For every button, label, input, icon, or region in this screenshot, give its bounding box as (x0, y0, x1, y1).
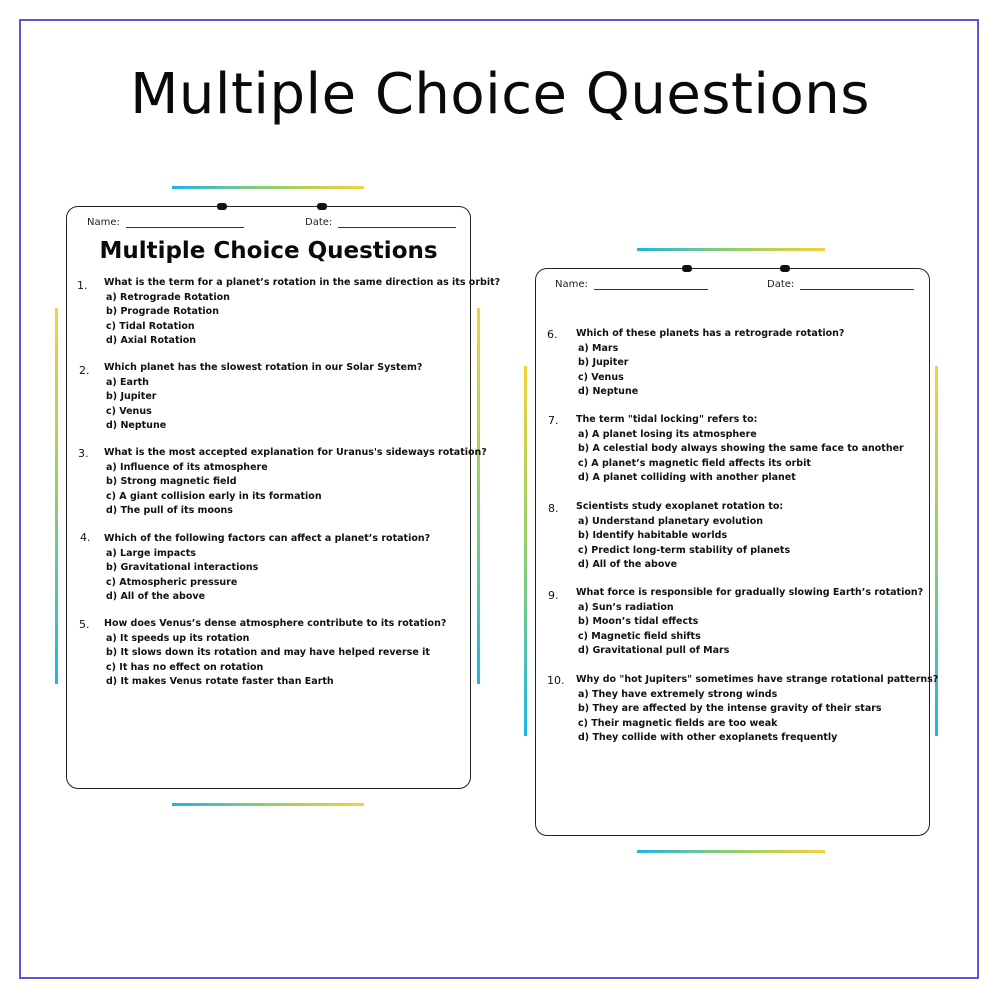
binder-ring (780, 265, 790, 272)
option[interactable]: b) Identify habitable worlds (578, 530, 728, 542)
bottom-accent-bar-right (637, 850, 825, 853)
name-field[interactable] (87, 217, 244, 228)
option-list (578, 428, 904, 485)
worksheet-page-2 (535, 268, 939, 836)
option[interactable]: c) Venus (106, 405, 152, 417)
question-number: 8. (548, 502, 559, 515)
option[interactable]: b) A celestial body always showing the same face to another (578, 443, 904, 455)
option[interactable]: a) It speeds up its rotation (106, 633, 250, 644)
option[interactable]: c) Tidal Rotation (106, 320, 195, 332)
option[interactable]: a) Large impacts (106, 548, 196, 559)
option[interactable]: c) It has no effect on rotation (106, 661, 264, 673)
option[interactable]: c) Their magnetic fields are too weak (578, 717, 778, 729)
option[interactable]: c) Atmospheric pressure (106, 576, 238, 588)
question-text: What force is responsible for gradually slowing Earth’s rotation? (576, 587, 924, 598)
option[interactable]: b) They are affected by the intense gravity of their stars (578, 703, 882, 715)
date-field[interactable] (767, 279, 914, 290)
question-number: 6. (547, 328, 558, 341)
option-list (578, 688, 882, 745)
left-accent-bar-left (55, 308, 58, 684)
date-label: Date: (305, 217, 333, 228)
question-text: Which planet has the slowest rotation in our Solar System? (104, 362, 423, 373)
option[interactable]: d) Neptune (106, 419, 167, 431)
option-list (106, 461, 322, 518)
option[interactable]: d) The pull of its moons (106, 504, 233, 516)
option[interactable]: c) Predict long-term stability of planets (578, 544, 791, 556)
date-line (800, 289, 914, 290)
option[interactable]: d) A planet colliding with another planet (578, 471, 796, 483)
option[interactable]: a) Influence of its atmosphere (106, 462, 268, 473)
date-field[interactable] (305, 217, 456, 228)
option-list (106, 376, 166, 433)
option[interactable]: d) All of the above (578, 558, 678, 570)
option[interactable]: a) Understand planetary evolution (578, 516, 764, 527)
name-label: Name: (87, 217, 120, 228)
question-number: 2. (79, 364, 90, 377)
top-accent-bar-left (172, 186, 364, 189)
option-list (578, 515, 790, 572)
question-number: 10. (547, 674, 565, 687)
left-accent-bar-right (524, 366, 527, 736)
option-list (578, 601, 729, 658)
worksheet-title: Multiple Choice Questions (99, 238, 438, 264)
option-list (578, 342, 638, 399)
option-list (106, 632, 430, 689)
option[interactable]: b) It slows down its rotation and may have helped reverse it (106, 647, 430, 659)
option-list (106, 291, 230, 348)
question-text: What is the most accepted explanation for Uranus's sideways rotation? (104, 447, 487, 458)
question-text: The term "tidal locking" refers to: (576, 414, 758, 425)
binder-ring (317, 203, 327, 210)
option[interactable]: c) A planet’s magnetic field affects its orbit (578, 457, 811, 469)
date-label: Date: (767, 279, 795, 290)
option-list (106, 547, 258, 604)
name-line (594, 289, 708, 290)
option[interactable]: d) Gravitational pull of Mars (578, 644, 730, 656)
question-text: How does Venus’s dense atmosphere contribute to its rotation? (104, 618, 447, 629)
option[interactable]: a) Mars (578, 343, 619, 354)
name-field[interactable] (555, 279, 708, 290)
question-number: 1. (77, 279, 88, 292)
option[interactable]: b) Strong magnetic field (106, 476, 237, 488)
question-text: Which of these planets has a retrograde rotation? (576, 328, 845, 339)
worksheet-page-1 (66, 206, 501, 789)
option[interactable]: b) Jupiter (578, 357, 629, 369)
question-number: 5. (79, 618, 90, 631)
name-line (126, 227, 244, 228)
question-number: 3. (78, 447, 89, 460)
binder-ring (217, 203, 227, 210)
binder-ring (682, 265, 692, 272)
option[interactable]: c) Magnetic field shifts (578, 630, 701, 642)
option[interactable]: b) Jupiter (106, 391, 157, 403)
date-line (338, 227, 456, 228)
question-text: Which of the following factors can affect a planet’s rotation? (104, 533, 431, 544)
option[interactable]: a) They have extremely strong winds (578, 689, 778, 700)
question-number: 4. (80, 531, 91, 544)
page-title: Multiple Choice Questions (130, 62, 870, 127)
option[interactable]: b) Gravitational interactions (106, 562, 259, 574)
option[interactable]: b) Prograde Rotation (106, 306, 219, 318)
question-number: 7. (548, 414, 559, 427)
option[interactable]: a) Sun’s radiation (578, 602, 674, 613)
option[interactable]: d) All of the above (106, 590, 206, 602)
top-accent-bar-right (637, 248, 825, 251)
option[interactable]: c) A giant collision early in its formation (106, 490, 322, 502)
bottom-accent-bar-left (172, 803, 364, 806)
option[interactable]: a) A planet losing its atmosphere (578, 429, 757, 440)
option[interactable]: d) It makes Venus rotate faster than Earth (106, 675, 334, 687)
option[interactable]: d) Neptune (578, 385, 639, 397)
option[interactable]: a) Retrograde Rotation (106, 292, 230, 303)
option[interactable]: d) They collide with other exoplanets frequently (578, 731, 838, 743)
question-text: Why do "hot Jupiters" sometimes have strange rotational patterns? (576, 674, 939, 685)
right-accent-bar-left (477, 308, 480, 684)
option[interactable]: b) Moon’s tidal effects (578, 616, 699, 628)
option[interactable]: c) Venus (578, 371, 624, 383)
option[interactable]: a) Earth (106, 377, 149, 388)
question-text: What is the term for a planet’s rotation in the same direction as its orbit? (104, 277, 501, 288)
question-number: 9. (548, 589, 559, 602)
name-label: Name: (555, 279, 588, 290)
option[interactable]: d) Axial Rotation (106, 334, 197, 346)
question-text: Scientists study exoplanet rotation to: (576, 501, 784, 512)
